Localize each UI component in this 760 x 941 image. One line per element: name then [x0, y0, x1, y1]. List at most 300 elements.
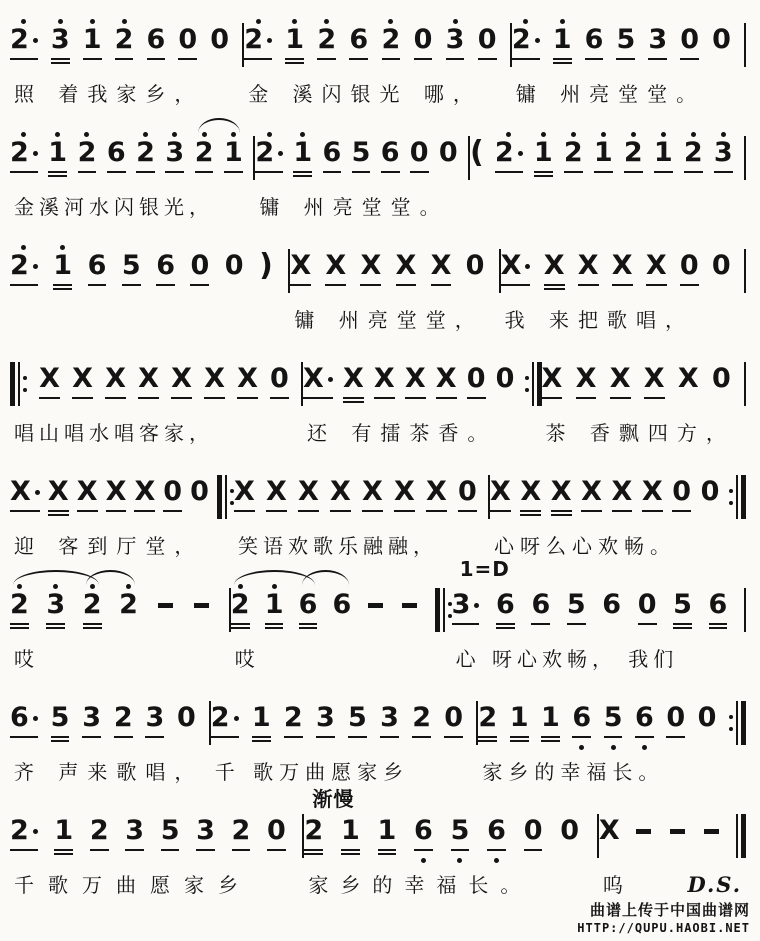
- note: [252, 696, 271, 751]
- beam-underlines: [77, 507, 98, 518]
- note: [255, 131, 283, 186]
- beam-underlines: [362, 507, 383, 518]
- beam-underlines: [610, 394, 631, 405]
- beam-underlines: [125, 846, 144, 857]
- beam-underlines: [10, 846, 38, 857]
- beam-line: [138, 397, 159, 399]
- beam-line: [161, 849, 180, 851]
- beam-line: [684, 171, 703, 173]
- beam-underlines: [644, 394, 665, 405]
- beam-line: [436, 397, 457, 399]
- beam-underlines: [190, 507, 209, 518]
- beam-line: [673, 623, 692, 625]
- rest-note: [225, 244, 244, 299]
- beam-underlines: [332, 620, 351, 631]
- lyric-line: [501, 304, 746, 331]
- beam-line: [405, 397, 426, 399]
- note-glyph: 2: [194, 137, 214, 168]
- beam-line: [452, 623, 480, 625]
- beam-line: [534, 171, 553, 173]
- beam-underlines: [495, 168, 523, 179]
- octave-dot: [421, 858, 426, 863]
- lyric-text: 齐 声来歌唱，: [14, 760, 204, 784]
- note-glyph: 1: [533, 137, 553, 168]
- beam-underlines: [642, 507, 663, 518]
- repeat-dots: [729, 489, 733, 505]
- beam-line: [343, 401, 364, 403]
- beam-underlines: [156, 281, 175, 292]
- beam-underlines: [266, 507, 287, 518]
- beam-underlines: [439, 168, 458, 179]
- note-glyph: 0: [697, 702, 717, 733]
- rhythm-note: [578, 244, 599, 299]
- note-glyph: 0: [178, 24, 198, 55]
- beam-underlines: [673, 620, 692, 631]
- beam-line: [330, 510, 351, 512]
- notes-line: [255, 131, 470, 186]
- note-glyph: X: [237, 363, 258, 394]
- note-glyph: 2: [563, 137, 583, 168]
- note-glyph: X: [394, 476, 415, 507]
- rest-note: [680, 244, 699, 299]
- beam-underlines: [39, 394, 60, 405]
- beam-line: [10, 736, 38, 738]
- rest-note: [680, 18, 699, 73]
- score-row: [10, 696, 746, 783]
- note-glyph: 0: [266, 815, 286, 846]
- beam-line: [78, 171, 97, 173]
- beam-line: [211, 736, 239, 738]
- note: [341, 809, 360, 864]
- beam-line: [134, 510, 155, 512]
- note: [83, 18, 102, 73]
- beam-underlines: [394, 507, 415, 518]
- measure: [599, 809, 746, 896]
- note-glyph: 6: [496, 589, 515, 620]
- beam-line: [51, 740, 70, 742]
- notes-line: [10, 131, 255, 186]
- note-glyph: 2: [211, 703, 239, 733]
- beam-line: [48, 171, 67, 173]
- beam-underlines: [316, 733, 335, 744]
- beam-line: [578, 284, 599, 286]
- note-glyph: 6: [708, 589, 728, 620]
- note-glyph: 3: [713, 137, 733, 168]
- watermark-site-name: 曲谱上传于中国曲谱网: [589, 900, 750, 919]
- note: [82, 696, 101, 751]
- beam-underlines: [122, 281, 141, 292]
- rest-note: [672, 470, 691, 525]
- note-glyph: 6: [380, 137, 400, 168]
- note: [244, 18, 272, 73]
- beam-line: [673, 627, 692, 629]
- beam-underlines: [446, 55, 465, 66]
- note: [285, 18, 304, 73]
- note: [604, 696, 623, 751]
- note-glyph: 1: [377, 815, 397, 846]
- beam-line: [654, 171, 673, 173]
- beam-underlines: [381, 168, 400, 179]
- beam-line: [520, 510, 541, 512]
- beam-underlines: [668, 846, 687, 857]
- note: [224, 131, 243, 186]
- rest-note: [524, 809, 543, 864]
- note-glyph: 6: [487, 815, 506, 846]
- note-glyph: 1: [293, 137, 313, 168]
- measure: [304, 787, 598, 897]
- augmentation-dot: [33, 151, 38, 156]
- rhythm-note: [551, 470, 572, 525]
- lyric-text: 还 有擂茶香。: [307, 421, 497, 445]
- beam-line: [646, 284, 667, 286]
- note-glyph: X: [609, 363, 631, 394]
- rhythm-note: [266, 470, 287, 525]
- rhythm-note: [394, 470, 415, 525]
- beam-line: [299, 627, 318, 629]
- slur-arc: [198, 118, 240, 133]
- dash-note: [192, 583, 211, 638]
- note-glyph: 0: [700, 476, 720, 507]
- lyric-line: [452, 643, 746, 670]
- lyric-line: [10, 869, 304, 896]
- beam-line: [10, 58, 38, 60]
- beam-line: [709, 627, 728, 629]
- note: [122, 244, 141, 299]
- note: [412, 696, 431, 751]
- note: [534, 131, 553, 186]
- beam-line: [83, 627, 102, 629]
- note-glyph: X: [330, 476, 351, 507]
- beam-underlines: [90, 846, 109, 857]
- note-glyph: X: [577, 250, 599, 281]
- beam-line: [90, 849, 109, 851]
- note: [541, 696, 560, 751]
- beam-underlines: [352, 168, 371, 179]
- rhythm-note: [106, 470, 127, 525]
- lyric-text: 我 来把歌唱，: [504, 308, 695, 332]
- measure: [303, 357, 542, 444]
- beam-line: [190, 284, 209, 286]
- note-glyph: 1: [54, 815, 74, 846]
- end-repeat-sign: [729, 700, 746, 746]
- beam-line: [604, 736, 623, 738]
- lyric-line: [231, 643, 452, 670]
- beam-underlines: [88, 281, 107, 292]
- beam-underlines: [323, 168, 342, 179]
- note: [684, 131, 703, 186]
- beam-line: [534, 175, 553, 177]
- measure: [512, 18, 746, 105]
- note-glyph: X: [10, 477, 40, 507]
- note-glyph: 2: [512, 25, 540, 55]
- note-glyph: 1: [541, 702, 560, 733]
- augmentation-dot: [234, 716, 239, 721]
- beam-underlines: [285, 55, 304, 66]
- note-glyph: X: [550, 476, 572, 507]
- beam-line: [496, 627, 515, 629]
- lyric-text: 家乡的幸福长。: [308, 873, 533, 897]
- beam-underlines: [612, 507, 633, 518]
- rhythm-note: [581, 470, 602, 525]
- lyric-line: [10, 530, 234, 557]
- note-glyph: X: [76, 476, 98, 507]
- note-glyph: X: [435, 363, 457, 394]
- rest-note: [414, 18, 433, 73]
- lyric-line: [599, 869, 746, 896]
- rhythm-note: [520, 470, 541, 525]
- beam-line: [451, 849, 470, 851]
- note: [195, 131, 214, 186]
- measure: [231, 583, 452, 670]
- note: [349, 18, 368, 73]
- lyric-line: [234, 530, 490, 557]
- note-glyph: X: [234, 476, 255, 507]
- note-glyph: 0: [190, 476, 209, 507]
- beam-underlines: [478, 733, 497, 744]
- note-glyph: X: [138, 363, 159, 394]
- note: [88, 244, 107, 299]
- beam-line: [567, 623, 586, 625]
- beam-line: [178, 58, 197, 60]
- beam-underlines: [299, 620, 318, 631]
- rest-note: [478, 18, 497, 73]
- watermark: [577, 900, 750, 936]
- beam-line: [54, 849, 73, 851]
- note: [232, 809, 251, 864]
- phrase-paren: ): [259, 248, 273, 283]
- lyric-text: 镛 州亮堂堂。: [259, 195, 449, 219]
- note-glyph: 6: [349, 24, 369, 55]
- beam-line: [341, 849, 360, 851]
- note-glyph: 2: [119, 589, 138, 620]
- beam-underlines: [317, 55, 336, 66]
- beam-underlines: [487, 846, 506, 857]
- beam-line: [616, 58, 635, 60]
- note: [414, 809, 433, 864]
- note-glyph: 6: [602, 589, 622, 620]
- held-dash: [704, 829, 719, 834]
- rhythm-note: [544, 244, 565, 299]
- note-glyph: X: [134, 476, 156, 507]
- note-glyph: 5: [348, 702, 367, 733]
- beam-line: [10, 510, 40, 512]
- beam-line: [10, 171, 38, 173]
- beam-line: [231, 623, 250, 625]
- notes-line: [303, 357, 542, 412]
- beam-line: [541, 736, 560, 738]
- note-glyph: 3: [165, 137, 185, 168]
- score-row: [10, 131, 746, 218]
- note-glyph: 3: [145, 702, 165, 733]
- note: [446, 18, 465, 73]
- note-glyph: 0: [477, 24, 497, 55]
- beam-underlines: [290, 281, 311, 292]
- beam-line: [10, 627, 29, 629]
- note-glyph: X: [362, 476, 383, 507]
- lyric-text: 心呀么心欢畅。: [494, 534, 676, 558]
- repeat-dots: [729, 715, 733, 731]
- note-glyph: X: [266, 476, 287, 507]
- note: [381, 131, 400, 186]
- note: [531, 583, 550, 638]
- beam-line: [10, 284, 38, 286]
- beam-underlines: [531, 620, 550, 631]
- note-glyph: 2: [10, 589, 29, 620]
- note-glyph: 2: [89, 815, 109, 846]
- note: [10, 18, 38, 73]
- dash-note: [634, 809, 653, 864]
- note-glyph: 1: [82, 24, 102, 55]
- beam-line: [426, 510, 447, 512]
- note: [10, 131, 38, 186]
- beam-line: [648, 58, 667, 60]
- note-glyph: X: [643, 363, 665, 394]
- beam-underlines: [298, 507, 319, 518]
- note: [572, 696, 591, 751]
- beam-underlines: [232, 846, 251, 857]
- beam-underlines: [666, 733, 685, 744]
- note-glyph: 0: [458, 476, 477, 507]
- note-glyph: X: [541, 363, 563, 394]
- repeat-dots: [23, 376, 27, 392]
- beam-underlines: [524, 846, 543, 857]
- lyric-text: 呜: [602, 873, 632, 897]
- note-glyph: 6: [584, 24, 604, 55]
- rest-note: [560, 809, 579, 864]
- beam-line: [510, 740, 529, 742]
- note: [136, 131, 155, 186]
- lyric-line: [10, 304, 290, 331]
- notes-line: [542, 357, 746, 412]
- note-glyph: 5: [603, 702, 623, 733]
- notes-line: [234, 470, 490, 525]
- note-glyph: X: [204, 363, 225, 394]
- note: [10, 244, 38, 299]
- beam-line: [635, 736, 654, 738]
- beam-line: [642, 510, 663, 512]
- note-glyph: 6: [87, 250, 107, 281]
- note-glyph: 6: [146, 24, 166, 55]
- rhythm-note: [134, 470, 155, 525]
- tempo-label: 渐慢: [312, 787, 355, 811]
- note-glyph: 6: [572, 702, 592, 733]
- lyric-text: 哎: [234, 647, 264, 671]
- rest-note: [410, 131, 429, 186]
- rhythm-note: [105, 357, 126, 412]
- note: [452, 583, 480, 638]
- rhythm-note: [431, 244, 452, 299]
- note: [496, 583, 515, 638]
- beam-line: [520, 514, 541, 516]
- beam-line: [638, 623, 657, 625]
- beam-line: [478, 740, 497, 742]
- measure: [10, 18, 244, 105]
- beam-line: [195, 171, 214, 173]
- beam-line: [255, 171, 283, 173]
- beam-line: [551, 510, 572, 512]
- note-glyph: X: [303, 364, 333, 394]
- beam-line: [490, 510, 511, 512]
- note: [156, 244, 175, 299]
- beam-underlines: [10, 281, 38, 292]
- beam-underlines: [678, 394, 699, 405]
- note: [299, 583, 318, 638]
- note: [378, 809, 397, 864]
- note-glyph: 0: [666, 702, 686, 733]
- rhythm-note: [396, 244, 417, 299]
- beam-underlines: [414, 55, 433, 66]
- rhythm-note: [303, 357, 333, 412]
- begin-repeat-sign: [10, 361, 27, 407]
- note-glyph: 2: [683, 137, 703, 168]
- beam-line: [293, 175, 312, 177]
- beam-underlines: [10, 507, 40, 518]
- beam-line: [304, 849, 323, 851]
- lyric-text: 哎: [14, 647, 43, 671]
- measure: [10, 131, 255, 218]
- note-glyph: 1: [223, 137, 243, 168]
- barline: [744, 22, 746, 68]
- note-glyph: 5: [50, 702, 70, 733]
- beam-line: [136, 171, 155, 173]
- held-dash: [368, 603, 383, 608]
- beam-underlines: [177, 733, 196, 744]
- beam-underlines: [680, 55, 699, 66]
- beam-line: [394, 510, 415, 512]
- note-glyph: 2: [623, 137, 643, 168]
- note-glyph: 1: [251, 702, 271, 733]
- beam-line: [458, 510, 477, 512]
- note: [512, 18, 540, 73]
- rhythm-note: [490, 470, 511, 525]
- note-glyph: 2: [114, 24, 134, 55]
- beam-line: [163, 510, 182, 512]
- augmentation-dot: [33, 264, 38, 269]
- beam-underlines: [520, 507, 541, 518]
- beam-line: [360, 284, 381, 286]
- beam-line: [204, 397, 225, 399]
- rhythm-note: [362, 470, 383, 525]
- phrase-paren: (: [470, 135, 484, 170]
- beam-line: [39, 397, 60, 399]
- augmentation-dot: [33, 829, 38, 834]
- note-glyph: 2: [412, 702, 431, 733]
- notes-line: [490, 470, 746, 525]
- beam-line: [624, 171, 643, 173]
- notes-line: [512, 18, 746, 73]
- score-row: [10, 470, 746, 557]
- beam-line: [501, 284, 531, 286]
- beam-underlines: [380, 733, 399, 744]
- note: [10, 696, 38, 751]
- measure: [501, 244, 746, 331]
- beam-line: [542, 397, 563, 399]
- measure: [234, 470, 490, 557]
- notes-line: [10, 583, 231, 638]
- beam-underlines: [349, 55, 368, 66]
- beam-underlines: [325, 281, 346, 292]
- note-glyph: 0: [637, 589, 657, 620]
- note-glyph: 0: [177, 702, 196, 733]
- beam-line: [495, 171, 523, 173]
- rest-note: [712, 357, 731, 412]
- note-glyph: 6: [322, 137, 342, 168]
- beam-line: [107, 171, 126, 173]
- notes-line: [470, 131, 746, 186]
- beam-line: [352, 171, 371, 173]
- beam-line: [541, 740, 560, 742]
- dash-note: [156, 583, 175, 638]
